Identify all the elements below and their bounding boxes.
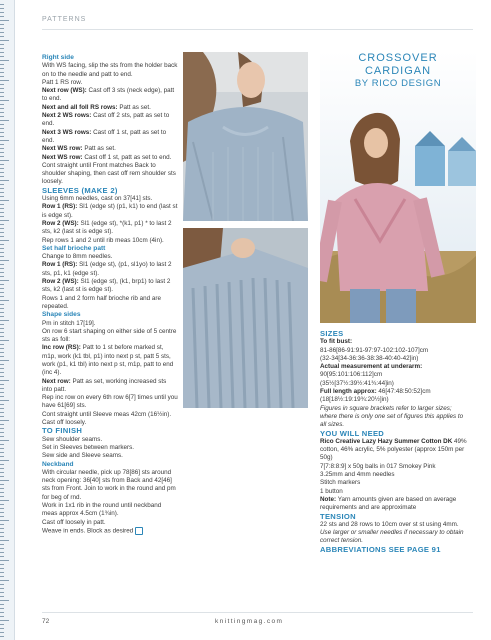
footer-rule (42, 612, 473, 613)
ruler-tick (0, 72, 4, 73)
ruler-tick (0, 316, 4, 317)
ruler-tick (0, 444, 4, 445)
ruler-tick (0, 576, 4, 577)
ruler-tick (0, 604, 4, 605)
ruler-tick (0, 412, 4, 413)
ruler-tick (0, 564, 4, 565)
ruler-tick (0, 8, 4, 9)
ruler-tick (0, 440, 9, 441)
ruler-tick (0, 416, 4, 417)
ruler-tick (0, 308, 4, 309)
full-length-in: (18[18½:19:19¾:20½]in) (320, 396, 389, 404)
ruler-tick (0, 632, 4, 633)
ruler-tick (0, 540, 9, 541)
ruler-tick (0, 268, 4, 269)
ruler-tick (0, 124, 4, 125)
to-fit-label: To fit bust: (320, 338, 353, 346)
instruction-line: Using 6mm needles, cast on 37[41] sts. (42, 195, 153, 203)
instruction-line: Row 2 (WS): Sl1 (edge st), *(k1, p1) * to last 2 sts, k2 (last st is edge st). (42, 219, 172, 236)
ruler-tick (0, 4, 4, 5)
ruler-tick (0, 120, 9, 121)
page-edge-ruler (0, 0, 15, 640)
ruler-tick (0, 436, 4, 437)
ruler-tick (0, 396, 4, 397)
ruler-tick (0, 84, 4, 85)
ruler-tick (0, 52, 4, 53)
ruler-tick (0, 488, 4, 489)
instruction-line: With WS facing, slip the sts from the holder back on to the needle and patt to end. (42, 62, 178, 78)
ruler-tick (0, 100, 9, 101)
ruler-tick (0, 60, 9, 61)
ruler-tick (0, 556, 4, 557)
ruler-tick (0, 580, 9, 581)
ruler-tick (0, 332, 4, 333)
ruler-tick (0, 492, 4, 493)
ruler-tick (0, 264, 4, 265)
ruler-tick (0, 460, 9, 461)
ruler-tick (0, 596, 4, 597)
ruler-tick (0, 528, 4, 529)
ruler-tick (0, 68, 4, 69)
ruler-tick (0, 404, 4, 405)
yarn-note: Note: Yarn amounts given are based on average requirements and are approximate (320, 495, 457, 512)
instruction-line: Inc row (RS): Patt to 1 st before marked st, m1p, work (k1 tbl, p1) into next p st, patt 5 sts, work (p1, k1 tbl) into next p st, m1p, patt to end (inc 4). (42, 344, 174, 377)
ruler-tick (0, 484, 4, 485)
ruler-tick (0, 328, 4, 329)
ruler-tick (0, 368, 4, 369)
ruler-tick (0, 476, 4, 477)
ruler-tick (0, 176, 4, 177)
to-fit-in: (32-34[34-36:36-38:38-40:40-42]in) (320, 354, 419, 362)
neckband-heading: Neckband (42, 460, 74, 468)
title-line-2: CARDIGAN (364, 65, 432, 77)
instruction-line: Weave in ends. Block as desired (42, 527, 178, 536)
ruler-tick (0, 96, 4, 97)
ruler-tick (0, 568, 4, 569)
ruler-tick (0, 220, 9, 221)
ruler-tick (0, 64, 4, 65)
cardigan-photo (320, 51, 476, 323)
ruler-tick (0, 116, 4, 117)
ruler-tick (0, 424, 4, 425)
instruction-line: On row 6 start shaping on either side of 5 centre sts as foll: (42, 327, 177, 344)
ruler-tick (0, 140, 9, 141)
ruler-tick (0, 144, 4, 145)
ruler-tick (0, 344, 4, 345)
ruler-tick (0, 188, 4, 189)
actual-measurement: Actual measurement at underarm: 90[95:101:106:112]cm (320, 363, 423, 379)
ruler-tick (0, 184, 4, 185)
instruction-line: Next 3 WS rows: Cast off 1 st, patt as set to end. (42, 128, 167, 144)
ruler-tick (0, 584, 4, 585)
finish-heading: TO FINISH (42, 426, 83, 436)
section-tag: PATTERNS (42, 16, 87, 23)
ruler-tick (0, 228, 4, 229)
ruler-tick (0, 236, 4, 237)
ruler-tick (0, 320, 9, 321)
ruler-tick (0, 432, 4, 433)
ruler-tick (0, 136, 4, 137)
ruler-tick (0, 24, 4, 25)
half-brioche-heading: Set half brioche patt (42, 244, 106, 252)
cardigan-photo-illustration (320, 51, 476, 323)
ruler-tick (0, 212, 4, 213)
ruler-tick (0, 48, 4, 49)
ruler-tick (0, 324, 4, 325)
ruler-tick (0, 600, 9, 601)
ruler-tick (0, 280, 9, 281)
ruler-tick (0, 508, 4, 509)
ruler-tick (0, 40, 9, 41)
sizes-note: Figures in square brackets refer to larger sizes; where there is only one set of figures this applies to all sizes. (320, 404, 464, 429)
you-will-need-heading: YOU WILL NEED (320, 428, 385, 438)
needles-line: 3.25mm and 4mm needles (320, 471, 395, 479)
ruler-tick (0, 612, 4, 613)
ruler-tick (0, 548, 4, 549)
ruler-tick (0, 272, 4, 273)
instruction-line: Set in Sleeves between markers. (42, 443, 135, 451)
ruler-tick (0, 44, 4, 45)
ruler-tick (0, 232, 4, 233)
ruler-tick (0, 152, 4, 153)
ruler-tick (0, 592, 4, 593)
ruler-tick (0, 468, 4, 469)
ruler-tick (0, 388, 4, 389)
ruler-tick (0, 292, 4, 293)
instruction-line: Row 1 (RS): Sl1 (edge st), (p1, sl1yo) to last 2 sts, p1, k1 (edge st). (42, 261, 172, 277)
ruler-tick (0, 532, 4, 533)
ruler-tick (0, 104, 4, 105)
ruler-tick (0, 196, 4, 197)
details-column (320, 330, 470, 554)
instruction-line: Next row: Patt as set, working increased sts into patt. (42, 377, 167, 393)
ruler-tick (0, 304, 4, 305)
ruler-tick (0, 256, 4, 257)
ruler-tick (0, 248, 4, 249)
sleeve-photo-illustration (183, 228, 308, 408)
ruler-tick (0, 356, 4, 357)
ruler-tick (0, 132, 4, 133)
ruler-tick (0, 452, 4, 453)
ruler-tick (0, 384, 4, 385)
ruler-tick (0, 352, 4, 353)
ruler-tick (0, 288, 4, 289)
instruction-line: Next and all foll RS rows: Patt as set. (42, 103, 151, 111)
instruction-line: Cont straight until Front matches Back to shoulder shaping, then cast off rem shoulder sts loosely. (42, 161, 176, 186)
ruler-tick (0, 380, 9, 381)
ruler-tick (0, 588, 4, 589)
ruler-tick (0, 392, 4, 393)
button-line: 1 button (320, 487, 343, 495)
ruler-tick (0, 80, 9, 81)
ruler-tick (0, 224, 4, 225)
instruction-line: Pm in stitch 17[19]. (42, 319, 96, 327)
ruler-tick (0, 480, 9, 481)
ruler-tick (0, 128, 4, 129)
ruler-tick (0, 456, 4, 457)
sizes-heading: SIZES (320, 329, 344, 338)
ruler-tick (0, 296, 4, 297)
header-rule (42, 29, 473, 30)
yarn-quantity: 7[7:8:8:9] x 50g balls in 017 Smokey Pink (320, 462, 436, 470)
instruction-line: Rep inc row on every 6th row 6[7] times until you have 61[69] sts. (42, 394, 178, 410)
instruction-line: Next 2 WS rows: Cast off 2 sts, patt as set to end. (42, 112, 170, 128)
end-mark-icon (135, 527, 143, 535)
full-length: Full length approx: 46[47:48:50:52]cm (320, 388, 431, 396)
ruler-tick (0, 36, 4, 37)
instruction-line: Patt 1 RS row. (42, 78, 83, 86)
instruction-line: Cast off loosely. (42, 419, 87, 427)
ruler-tick (0, 636, 4, 637)
tension-note: Use larger or smaller needles if necessary to obtain correct tension. (320, 529, 464, 545)
ruler-tick (0, 252, 4, 253)
ruler-tick (0, 472, 4, 473)
ruler-tick (0, 300, 9, 301)
instruction-line: Row 2 (WS): Sl1 (edge st), (k1, brp1) to last 2 sts, k2 (last st is edge st). (42, 278, 171, 294)
ruler-tick (0, 428, 4, 429)
ruler-tick (0, 216, 4, 217)
ruler-tick (0, 28, 4, 29)
ruler-tick (0, 88, 4, 89)
ruler-tick (0, 624, 4, 625)
ruler-tick (0, 348, 4, 349)
ruler-tick (0, 572, 4, 573)
instruction-line: Rep rows 1 and 2 until rib meas 10cm (4in). (42, 236, 164, 244)
ruler-tick (0, 156, 4, 157)
tension-heading: TENSION (320, 511, 356, 521)
ruler-tick (0, 164, 4, 165)
ruler-tick (0, 464, 4, 465)
yarn-line: Rico Creative Lazy Hazy Summer Cotton DK 49% cotton, 46% acrylic, 5% polyester (approx 150m per 50g) (320, 437, 467, 462)
jumper-photo-sleeve (183, 228, 308, 408)
ruler-tick (0, 260, 9, 261)
ruler-tick (0, 448, 4, 449)
site-url[interactable]: knittingmag.com (215, 618, 284, 625)
instruction-line: Sew side and Sleeve seams. (42, 452, 123, 460)
right-side-heading: Right side (42, 54, 74, 61)
ruler-tick (0, 200, 9, 201)
ruler-tick (0, 552, 4, 553)
instruction-line: Next WS row: Patt as set. (42, 145, 116, 153)
to-fit-cm: 81-86[86-91:91-97:97-102:102-107]cm (320, 346, 429, 354)
ruler-tick (0, 172, 4, 173)
markers-line: Stitch markers (320, 479, 361, 487)
ruler-tick (0, 284, 4, 285)
ruler-tick (0, 504, 4, 505)
pattern-title (320, 52, 476, 90)
ruler-tick (0, 628, 4, 629)
ruler-tick (0, 536, 4, 537)
ruler-tick (0, 76, 4, 77)
jumper-photo-full (183, 52, 308, 221)
ruler-tick (0, 420, 9, 421)
ruler-tick (0, 496, 4, 497)
ruler-tick (0, 400, 9, 401)
instruction-line: Row 1 (RS): Sl1 (edge st) (p1, k1) to end (last st is edge st). (42, 203, 178, 219)
ruler-tick (0, 372, 4, 373)
page-number: 72 (42, 618, 50, 625)
ruler-tick (0, 608, 4, 609)
ruler-tick (0, 560, 9, 561)
ruler-tick (0, 336, 4, 337)
ruler-tick (0, 312, 4, 313)
instruction-line: Next WS row: Cast off 1 st, patt as set to end. (42, 153, 172, 161)
ruler-tick (0, 360, 9, 361)
ruler-tick (0, 620, 9, 621)
tension-line: 22 sts and 28 rows to 10cm over st st using 4mm. (320, 520, 459, 528)
ruler-tick (0, 192, 4, 193)
actual-measurement-in: (35½[37½:39½:41¾:44]in) (320, 379, 394, 387)
ruler-tick (0, 364, 4, 365)
ruler-tick (0, 544, 4, 545)
ruler-tick (0, 340, 9, 341)
ruler-tick (0, 148, 4, 149)
ruler-tick (0, 240, 9, 241)
ruler-tick (0, 20, 9, 21)
instruction-line: Cont straight until Sleeve meas 42cm (16½in). (42, 410, 172, 418)
instruction-line: Rows 1 and 2 form half brioche rib and are repeated. (42, 294, 162, 310)
ruler-tick (0, 56, 4, 57)
ruler-tick (0, 208, 4, 209)
ruler-tick (0, 108, 4, 109)
ruler-tick (0, 408, 4, 409)
instructions-column (42, 54, 178, 536)
ruler-tick (0, 500, 9, 501)
shape-sides-heading: Shape sides (42, 311, 81, 319)
instruction-line: Cast off loosely in patt. (42, 518, 106, 526)
jumper-photo-illustration (183, 52, 308, 221)
abbreviations-link[interactable]: ABBREVIATIONS SEE PAGE 91 (320, 544, 441, 554)
ruler-tick (0, 160, 9, 161)
instruction-line: Work in 1x1 rib in the round until neckband meas approx 4.5cm (1¾in). (42, 502, 162, 518)
ruler-tick (0, 276, 4, 277)
instruction-line: Change to 8mm needles. (42, 253, 113, 261)
ruler-tick (0, 520, 9, 521)
ruler-tick (0, 16, 4, 17)
instruction-line: With circular needle, pick up 78[86] sts around neck opening: 36[40] sts from Back and 42[46] sts from Front. Join to work in the round and pm for beg of rnd. (42, 468, 176, 501)
instruction-line: Next row (WS): Cast off 3 sts (neck edge), patt to end. (42, 87, 175, 103)
ruler-tick (0, 168, 4, 169)
instruction-line: Sew shoulder seams. (42, 435, 103, 443)
ruler-tick (0, 12, 4, 13)
ruler-tick (0, 512, 4, 513)
ruler-tick (0, 32, 4, 33)
ruler-tick (0, 616, 4, 617)
ruler-tick (0, 112, 4, 113)
ruler-tick (0, 92, 4, 93)
ruler-tick (0, 180, 9, 181)
ruler-tick (0, 204, 4, 205)
title-designer: BY RICO DESIGN (354, 78, 442, 89)
ruler-tick (0, 244, 4, 245)
ruler-tick (0, 376, 4, 377)
ruler-tick (0, 524, 4, 525)
sleeves-heading: SLEEVES (MAKE 2) (42, 185, 118, 195)
title-line-1: CROSSOVER (358, 52, 438, 64)
ruler-tick (0, 516, 4, 517)
